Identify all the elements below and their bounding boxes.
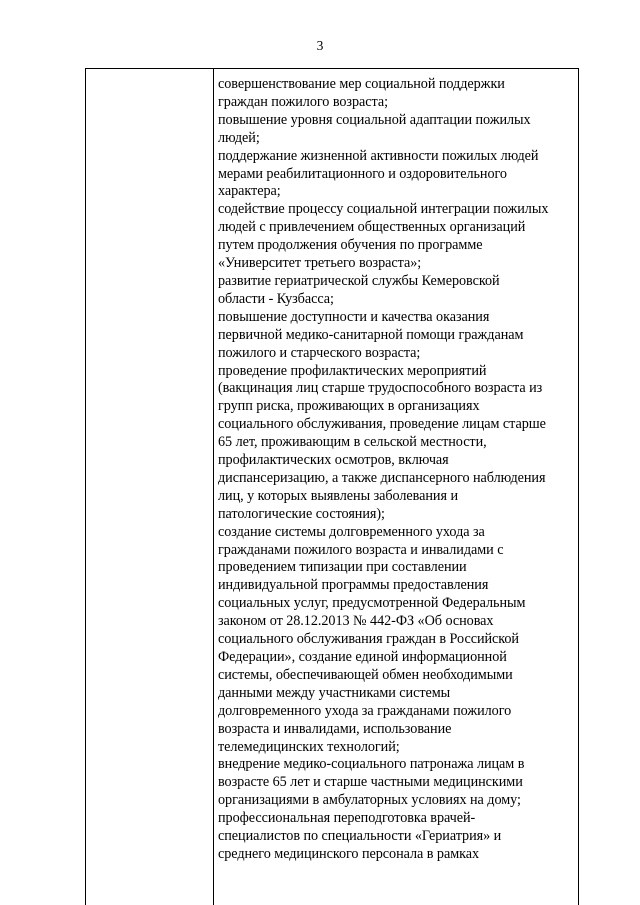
text-line: внедрение медико-социального патронажа лицам в [218, 756, 525, 773]
text-line: первичной медико-санитарной помощи гражданам [218, 326, 524, 343]
text-line: проведение профилактических мероприятий [218, 362, 487, 379]
text-line: совершенствование мер социальной поддержки [218, 76, 505, 92]
text-line: профессиональная переподготовка врачей- [218, 810, 476, 827]
text-line: данными между участниками системы [218, 684, 451, 701]
text-line: «Университет третьего возраста»; [218, 255, 422, 272]
text-line: профилактических осмотров, включая [218, 452, 449, 469]
text-line: возраста и инвалидами, использование [218, 720, 452, 737]
text-line: социальных услуг, предусмотренной Федеральным [218, 595, 526, 612]
text-line: долговременного ухода за гражданами пожилого [218, 702, 512, 719]
text-line: 65 лет, проживающим в сельской местности, [218, 434, 487, 451]
text-line: путем продолжения обучения по программе [218, 237, 483, 254]
text-line: Федерации», создание единой информационной [218, 649, 507, 665]
document-table [85, 68, 579, 905]
text-line: пожилого и старческого возраста; [218, 344, 421, 361]
text-line: специалистов по специальности «Гериатрия» и [218, 828, 502, 845]
text-line: проведением типизации при составлении [218, 559, 467, 576]
text-line: развитие гериатрической службы Кемеровской [218, 272, 500, 289]
text-line: групп риска, проживающих в организациях [218, 398, 480, 415]
text-line: (вакцинация лиц старше трудоспособного возраста из [218, 380, 543, 397]
page-number: 3 [316, 38, 324, 53]
text-line: законом от 28.12.2013 № 442-ФЗ «Об основах [218, 613, 494, 630]
text-line: среднего медицинского персонала в рамках [218, 845, 480, 862]
text-line: системы, обеспечивающей обмен необходимыми [218, 666, 513, 683]
text-line: социального обслуживания, проведение лицам старше [218, 416, 546, 433]
text-line: гражданами пожилого возраста и инвалидами с [218, 541, 504, 558]
text-line: организациями в амбулаторных условиях на дому; [218, 792, 521, 809]
text-line: социального обслуживания граждан в Российской [218, 631, 519, 648]
text-line: содействие процессу социальной интеграции пожилых [218, 201, 549, 218]
text-line: диспансеризацию, а также диспансерного наблюдения [218, 469, 546, 486]
text-line: повышение уровня социальной адаптации пожилых [218, 111, 531, 128]
text-line: повышение доступности и качества оказания [218, 308, 490, 325]
text-line: граждан пожилого возраста; [218, 93, 388, 110]
text-line: характера; [218, 183, 281, 200]
text-line: создание системы долговременного ухода за [218, 523, 485, 540]
text-line: мерами реабилитационного и оздоровительного [218, 165, 507, 182]
table-right-cell [214, 69, 578, 905]
table-left-cell [86, 69, 214, 905]
text-line: возрасте 65 лет и старше частными медицинскими [218, 774, 523, 791]
text-line: людей с привлечением общественных организаций [218, 219, 526, 236]
text-line: индивидуальной программы предоставления [218, 577, 489, 594]
text-line: людей; [218, 129, 260, 146]
text-line: области - Кузбасса; [218, 290, 334, 307]
text-line: поддержание жизненной активности пожилых людей [218, 147, 539, 164]
text-line: лиц, у которых выявлены заболевания и [218, 487, 458, 504]
text-line: телемедицинских технологий; [218, 738, 400, 755]
text-line: патологические состояния); [218, 505, 385, 522]
